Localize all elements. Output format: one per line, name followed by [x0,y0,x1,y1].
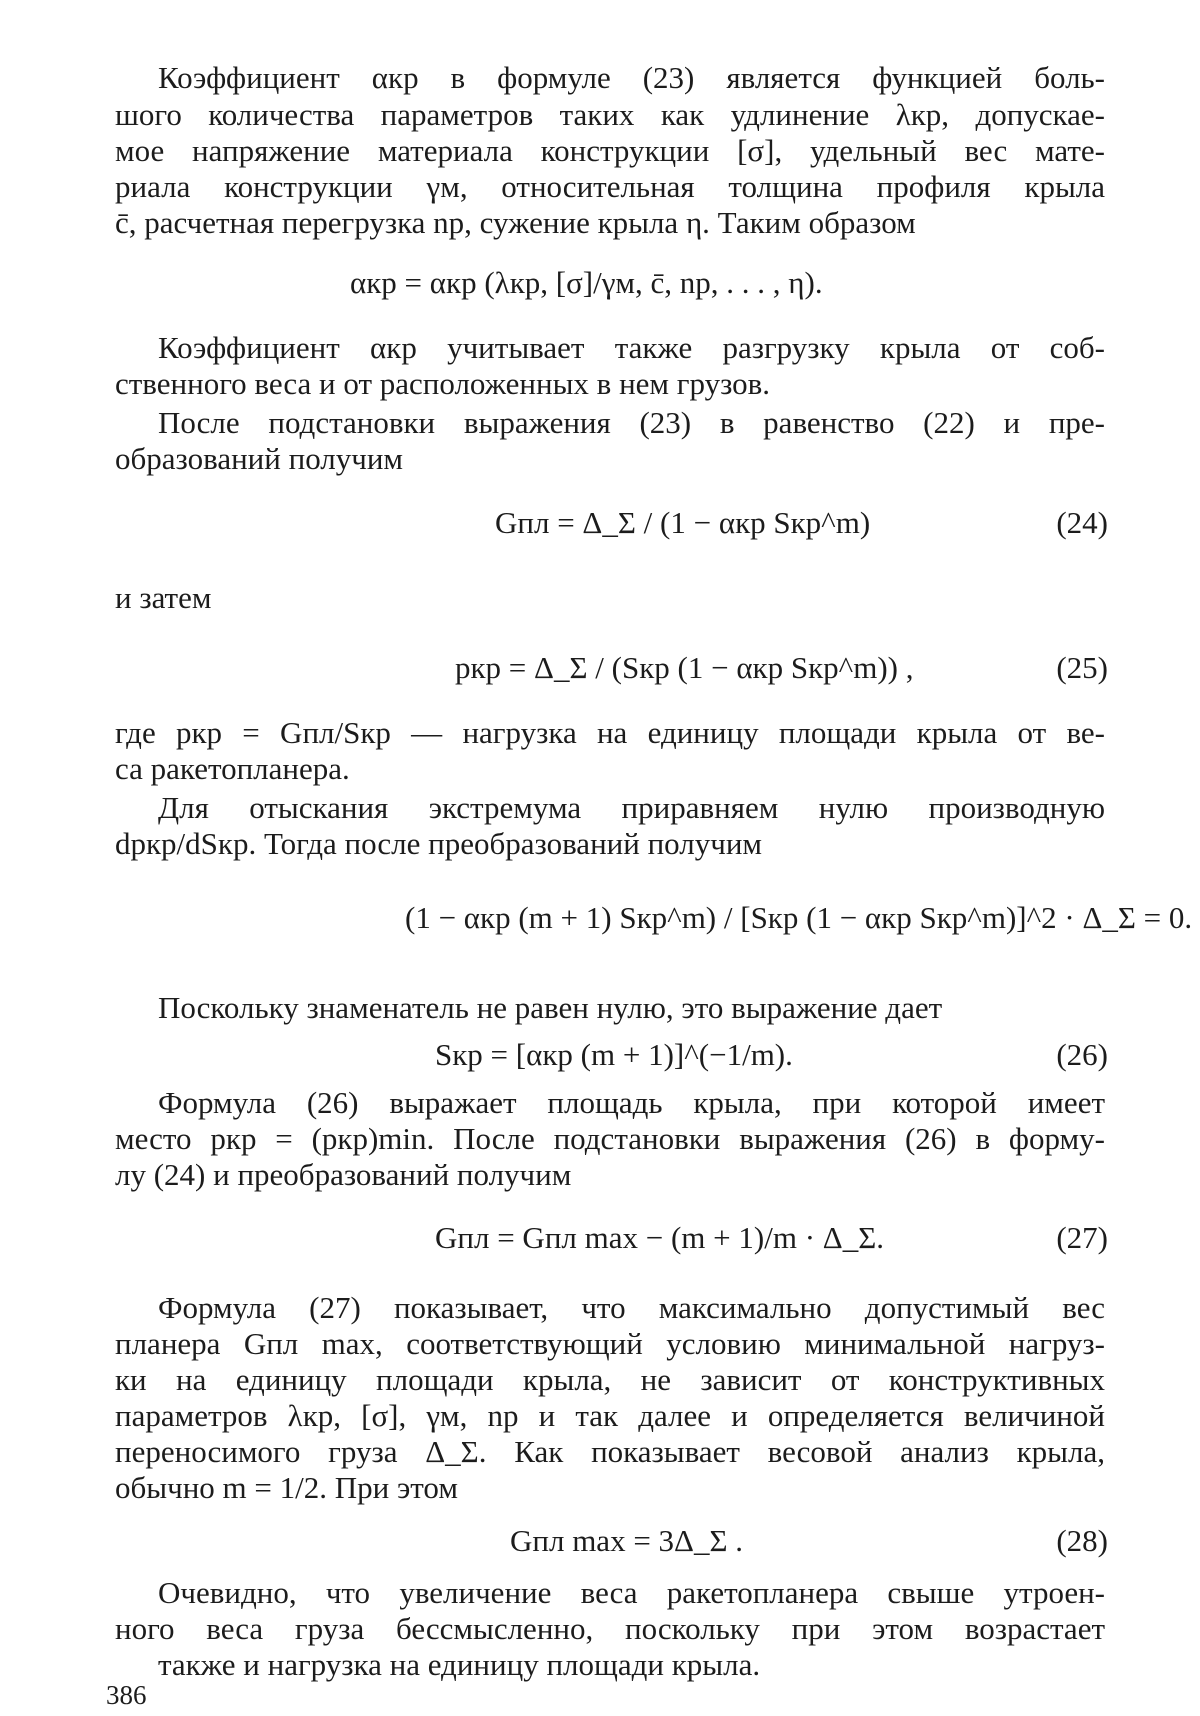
equation-28-number: (28) [1056,1523,1108,1558]
paragraph-8-line-4: параметров λкр, [σ], γм, nр и так далее и определяется величиной [115,1398,1105,1433]
equation-26-number: (26) [1056,1037,1108,1072]
paragraph-8-line-5: переносимого груза Δ_Σ. Как показывает весовой анализ крыла, [115,1434,1105,1469]
paragraph-5-line-1: Для отыскания экстремума приравняем нулю производную [158,790,1105,825]
paragraph-8-line-3: ки на единицу площади крыла, не зависит от конструктивных [115,1362,1105,1397]
paragraph-9-line-2: ного веса груза бессмысленно, поскольку при этом возрастает [115,1611,1105,1646]
paragraph-4-line-2: са ракетопланера. [115,751,350,786]
paragraph-7-line-2: место pкр = (pкр)min. После подстановки выражения (26) в форму- [115,1121,1105,1156]
paragraph-8-line-6: обычно m = 1/2. При этом [115,1470,458,1505]
paragraph-5-line-2: dpкр/dSкр. Тогда после преобразований получим [115,826,763,861]
paragraph-3-line-1: После подстановки выражения (23) в равенство (22) и пре- [158,405,1105,440]
paragraph-7-line-1: Формула (26) выражает площадь крыла, при которой имеет [158,1085,1105,1120]
paragraph-7-line-3: лу (24) и преобразований получим [115,1157,572,1192]
paragraph-1-line-1: Коэффициент αкр в формуле (23) является функцией боль- [158,60,1105,95]
paragraph-9-line-3: также и нагрузка на единицу площади крыла. [158,1647,761,1682]
equation-derivative: (1 − αкр (m + 1) Sкр^m) / [Sкр (1 − αкр Sкр^m)]^2 · Δ_Σ = 0. [405,900,1193,935]
paragraph-1-line-3: мое напряжение материала конструкции [σ], удельный вес мате- [115,133,1105,168]
paragraph-4-line-1: где pкр = Gпл/Sкр — нагрузка на единицу площади крыла от ве- [115,715,1105,750]
paragraph-1-line-2: шого количества параметров таких как удлинение λкр, допускае- [115,97,1105,132]
equation-26: Sкр = [αкр (m + 1)]^(−1/m). [435,1037,793,1072]
equation-24: Gпл = Δ_Σ / (1 − αкр Sкр^m) [495,505,871,540]
equation-27-number: (27) [1056,1220,1108,1255]
paragraph-8-line-2: планера Gпл max, соответствующий условию минимальной нагруз- [115,1326,1105,1361]
paragraph-2-line-1: Коэффициент αкр учитывает также разгрузку крыла от соб- [158,330,1105,365]
equation-28: Gпл max = 3Δ_Σ . [510,1523,744,1558]
equation-24-number: (24) [1056,505,1108,540]
equation-25-number: (25) [1056,650,1108,685]
page-number: 386 [106,1680,147,1710]
equation-23: αкр = αкр (λкр, [σ]/γм, c̄, nр, . . . , η). [350,265,823,300]
paragraph-9-line-1: Очевидно, что увеличение веса ракетопланера свыше утроен- [158,1575,1105,1610]
equation-27: Gпл = Gпл max − (m + 1)/m · Δ_Σ. [435,1220,885,1255]
paragraph-3-line-2: образований получим [115,441,404,476]
paragraph-6: Поскольку знаменатель не равен нулю, это выражение дает [158,990,943,1025]
paragraph-8-line-1: Формула (27) показывает, что максимально допустимый вес [158,1290,1105,1325]
equation-25: pкр = Δ_Σ / (Sкр (1 − αкр Sкр^m)) , [455,650,914,685]
and-then-text: и затем [115,580,212,615]
paragraph-2-line-2: ственного веса и от расположенных в нем грузов. [115,366,771,401]
paragraph-1-line-4: риала конструкции γм, относительная толщина профиля крыла [115,169,1105,204]
paragraph-1-line-5: c̄, расчетная перегрузка nр, сужение крыла η. Таким образом [115,205,916,240]
